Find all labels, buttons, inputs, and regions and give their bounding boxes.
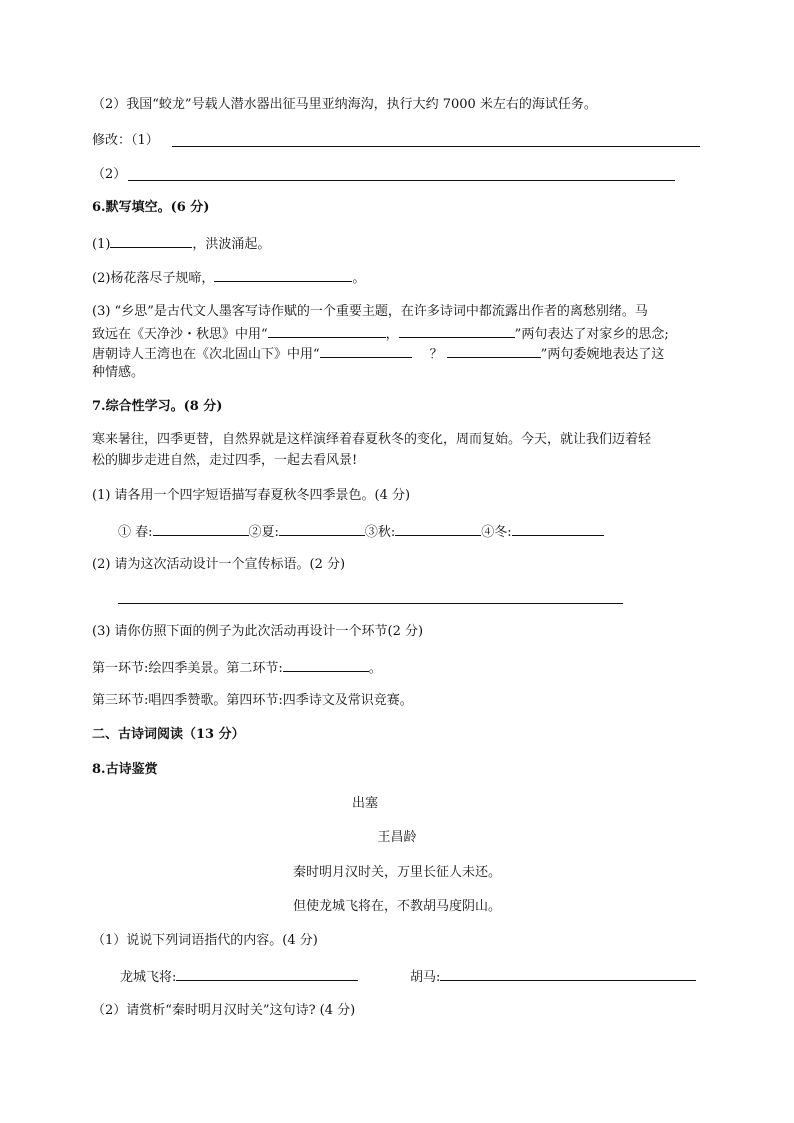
q6-l3-c3: ”两句委婉地表达了这 (540, 347, 665, 362)
q8-part-2: （2）请赏析“秦时明月汉时关”这句诗? (4 分) (92, 1003, 356, 1018)
q7-intro-1: 寒来暑往，四季更替，自然界就是这样演绎着春夏秋冬的变化，周而复始。今天，就让我们迈着轻 (92, 432, 652, 447)
q6-blank-6[interactable] (447, 345, 541, 358)
q7-part-3: (3) 请你仿照下面的例子为此次活动再设计一个环节(2 分) (92, 624, 424, 639)
q6-line-2 (92, 269, 365, 287)
q6-blank-3[interactable] (268, 325, 386, 338)
q8-term-2 (410, 968, 696, 986)
q6-l1-suffix: ，洪波涌起。 (192, 237, 271, 252)
q5-answer-line-2[interactable] (128, 180, 675, 181)
q7-part-1: (1) 请各用一个四字短语描写春夏秋冬四季景色。(4 分) (92, 488, 411, 503)
q6-l3-b3: ”两句表达了对家乡的思念; (514, 327, 669, 342)
poem-author: 王昌龄 (377, 830, 417, 845)
q6-l2-suffix: 。 (352, 271, 366, 286)
term-longcheng-label: 龙城飞将: (120, 970, 177, 985)
season-winter-label: ④冬: (481, 525, 512, 540)
q7-slogan-answer-line[interactable] (118, 603, 623, 604)
q5-revise-label: 修改：（1） (92, 133, 159, 148)
q7-seasons-row (118, 523, 604, 541)
q5-revise-2-label: （2） (92, 167, 127, 182)
q7-part-2: (2) 请为这次活动设计一个宣传标语。(2 分) (92, 557, 346, 572)
q8-term-1 (120, 968, 358, 986)
q6-l2-prefix: (2)杨花落尽子规啼， (92, 271, 215, 286)
season-summer-blank[interactable] (279, 523, 365, 536)
q5-answer-line-1[interactable] (172, 146, 700, 147)
poem-line-1: 秦时明月汉时关，万里长征人未还。 (292, 865, 501, 880)
q6-l3-d: 种情感。 (92, 365, 145, 380)
poem-line-2: 但使龙城飞将在，不教胡马度阴山。 (292, 899, 501, 914)
q6-blank-4[interactable] (399, 325, 515, 338)
q6-l3-b (92, 325, 669, 343)
q7-step-line-2: 第三环节:唱四季赞歌。第四环节:四季诗文及常识竞赛。 (92, 693, 413, 708)
q6-blank-2[interactable] (214, 269, 352, 282)
q7-step-end: 。 (368, 661, 382, 676)
season-summer-label: ②夏: (248, 525, 279, 540)
q6-l3-b2: ， (385, 327, 399, 342)
season-spring-label: ① 春: (118, 525, 153, 540)
q6-l1-prefix: (1) (92, 237, 111, 252)
q6-l3-c1: 唐朝诗人王湾也在《次北固山下》中用“ (92, 347, 320, 362)
q6-blank-1[interactable] (110, 235, 192, 248)
q6-blank-5[interactable] (320, 345, 412, 358)
q7-step-blank[interactable] (283, 659, 369, 672)
q7-step-1: 第一环节:绘四季美景。第二环节: (92, 661, 283, 676)
season-spring-blank[interactable] (153, 523, 249, 536)
q6-l3-c2: ？ (429, 347, 443, 362)
q6-line-1 (92, 235, 270, 253)
q5-item-2: （2）我国“蛟龙”号载人潜水器出征马里亚纳海沟，执行大约 7000 米左右的海试任务。 (92, 97, 597, 112)
q6-l3-b1: 致远在《天净沙・秋思》中用“ (92, 327, 268, 342)
term-huma-blank[interactable] (440, 968, 696, 981)
season-autumn-blank[interactable] (395, 523, 481, 536)
season-winter-blank[interactable] (512, 523, 604, 536)
q6-title: 6.默写填空。(6 分) (92, 200, 210, 215)
section-2-title: 二、古诗词阅读（13 分） (92, 727, 245, 742)
term-longcheng-blank[interactable] (176, 968, 358, 981)
term-huma-label: 胡马: (410, 970, 441, 985)
q6-l3-c (92, 345, 664, 363)
q7-intro-2: 松的脚步走进自然，走过四季，一起去看风景! (92, 453, 358, 468)
season-autumn-label: ③秋: (364, 525, 396, 540)
poem-title: 出塞 (351, 796, 378, 811)
q6-l3-a: (3) “乡思”是古代文人墨客写诗作赋的一个重要主题，在许多诗词中都流露出作者的离愁别绪。马 (92, 304, 648, 319)
q7-step-line-1 (92, 659, 382, 677)
q7-title: 7.综合性学习。(8 分) (92, 399, 223, 414)
q8-title: 8.古诗鉴赏 (92, 762, 158, 777)
q8-part-1: （1）说说下列词语指代的内容。(4 分) (92, 933, 318, 948)
